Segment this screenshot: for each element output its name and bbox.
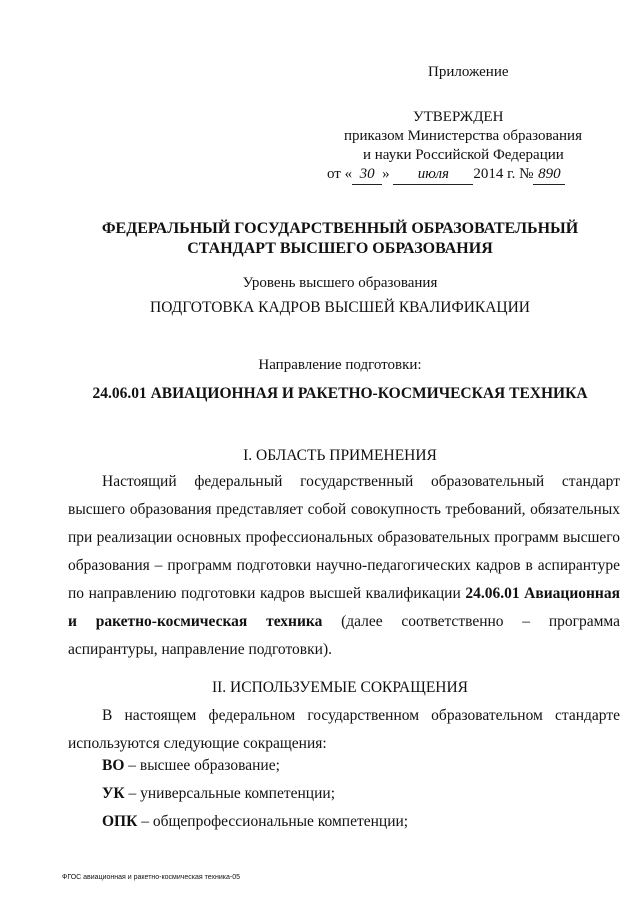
date-month: июля (393, 165, 473, 185)
date-day: 30 (352, 165, 382, 185)
order-date-line (327, 165, 565, 185)
abbreviation-item (102, 813, 408, 831)
education-level-label: Уровень высшего образования (242, 275, 438, 291)
education-level-value: ПОДГОТОВКА КАДРОВ ВЫСШЕЙ КВАЛИФИКАЦИИ (150, 299, 530, 316)
abbreviation-definition: – общепрофессиональные компетенции; (137, 813, 409, 830)
appendix-label: Приложение (428, 64, 509, 80)
standard-title-line-2: СТАНДАРТ ВЫСШЕГО ОБРАЗОВАНИЯ (187, 240, 493, 257)
section-1-body (68, 468, 620, 664)
abbreviation-definition: – высшее образование; (124, 757, 280, 774)
order-line-1: приказом Министерства образования (344, 128, 582, 144)
section-1-text-part-2: (далее соответственно – программа аспирантуры, направление подготовки). (68, 613, 620, 658)
abbreviation-term: УК (102, 785, 125, 802)
section-1-text-bold: 24.06.01 Авиационная и ракетно-космическая техника (68, 585, 621, 630)
standard-title-line-1: ФЕДЕРАЛЬНЫЙ ГОСУДАРСТВЕННЫЙ ОБРАЗОВАТЕЛЬНЫЙ (101, 220, 579, 237)
direction-label: Направление подготовки: (258, 357, 422, 373)
section-2-intro-text: В настоящем федеральном государственном образовательном стандарте используются следующие сокращения: (68, 707, 620, 752)
abbreviation-item (102, 785, 335, 803)
section-2-intro (68, 702, 620, 758)
date-number: 890 (533, 165, 565, 185)
date-mid: » (382, 166, 390, 182)
abbreviation-definition: – универсальные компетенции; (124, 785, 335, 802)
direction-value: 24.06.01 АВИАЦИОННАЯ И РАКЕТНО-КОСМИЧЕСКАЯ ТЕХНИКА (92, 385, 588, 402)
footer-text: ФГОС авиационная и ракетно-космическая техника-05 (62, 874, 241, 881)
date-prefix: от « (327, 166, 353, 182)
section-1-heading: I. ОБЛАСТЬ ПРИМЕНЕНИЯ (243, 447, 437, 464)
section-1-paragraph (68, 468, 620, 664)
date-year: 2014 г. № (473, 166, 534, 182)
abbreviation-term: ВО (102, 757, 125, 774)
order-line-2: и науки Российской Федерации (363, 147, 564, 163)
abbreviation-term: ОПК (102, 813, 138, 830)
abbreviation-item (102, 757, 280, 775)
section-2-heading: II. ИСПОЛЬЗУЕМЫЕ СОКРАЩЕНИЯ (211, 679, 469, 696)
section-1-text-part-1: Настоящий федеральный государственный образовательный стандарт высшего образования представляет собой совокупность требований, обязательных при реализации основных профессиональных образовательных программ высшего образования – программ подготовки научно-педагогических кадров в аспирантуре по направлению подготовки кадров высшей квалификации (68, 473, 620, 602)
approved-label: УТВЕРЖДЕН (413, 109, 504, 125)
